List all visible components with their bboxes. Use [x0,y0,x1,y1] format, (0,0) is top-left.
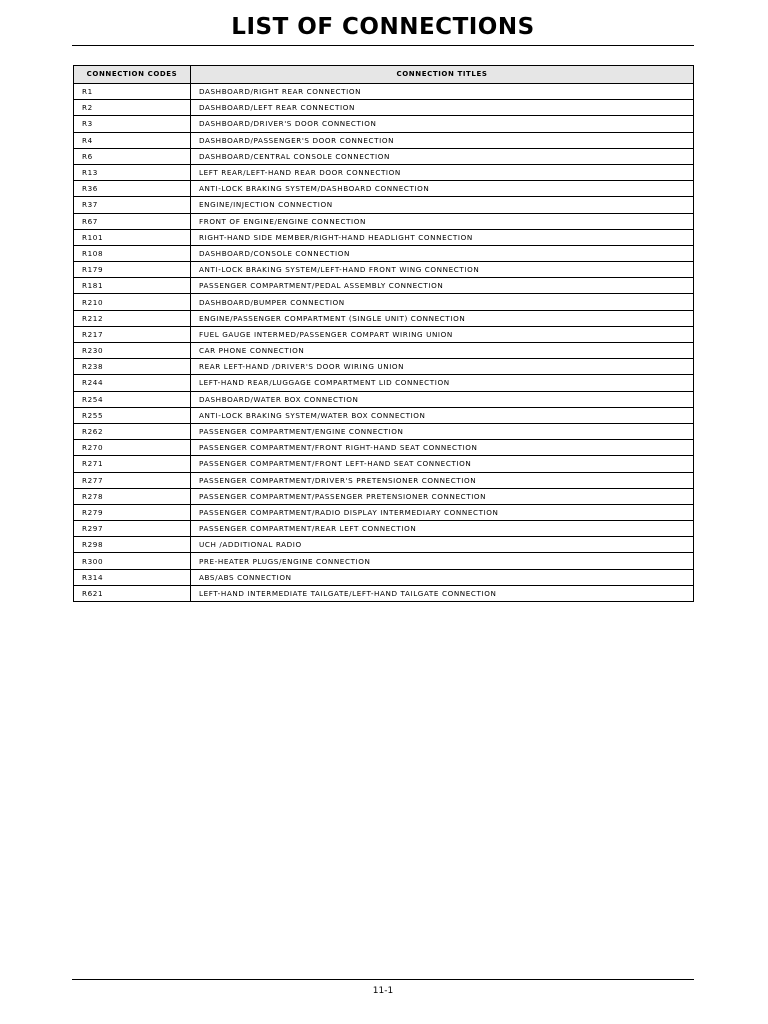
connection-code-cell: R255 [74,407,191,423]
table-row [74,407,694,423]
table-row [74,278,694,294]
connection-title-cell: PASSENGER COMPARTMENT/PASSENGER PRETENSIONER CONNECTION [191,488,694,504]
connection-title-cell: PRE-HEATER PLUGS/ENGINE CONNECTION [191,553,694,569]
table-row [74,553,694,569]
table-row [74,100,694,116]
connection-title-cell: UCH /ADDITIONAL RADIO [191,537,694,553]
connection-code-cell: R37 [74,197,191,213]
connection-title-cell: DASHBOARD/WATER BOX CONNECTION [191,391,694,407]
connection-code-cell: R3 [74,116,191,132]
table-row [74,537,694,553]
connection-code-cell: R244 [74,375,191,391]
connections-table [73,65,694,602]
connection-title-cell: PASSENGER COMPARTMENT/RADIO DISPLAY INTERMEDIARY CONNECTION [191,504,694,520]
connection-title-cell: ANTI-LOCK BRAKING SYSTEM/WATER BOX CONNECTION [191,407,694,423]
page-number: 11-1 [372,986,394,996]
table-row [74,116,694,132]
table-row [74,245,694,261]
connection-code-cell: R238 [74,359,191,375]
connection-title-cell: DASHBOARD/BUMPER CONNECTION [191,294,694,310]
connection-title-cell: DASHBOARD/PASSENGER'S DOOR CONNECTION [191,132,694,148]
table-row [74,148,694,164]
table-row [74,472,694,488]
connection-code-cell: R271 [74,456,191,472]
connection-code-cell: R1 [74,84,191,100]
column-header-connection-titles: CONNECTION TITLES [191,66,694,84]
connection-title-cell: FUEL GAUGE INTERMED/PASSENGER COMPART WIRING UNION [191,326,694,342]
connection-title-cell: REAR LEFT-HAND /DRIVER'S DOOR WIRING UNION [191,359,694,375]
connection-title-cell: PASSENGER COMPARTMENT/PEDAL ASSEMBLY CONNECTION [191,278,694,294]
connection-code-cell: R621 [74,585,191,601]
connection-title-cell: ANTI-LOCK BRAKING SYSTEM/LEFT-HAND FRONT WING CONNECTION [191,262,694,278]
connection-code-cell: R6 [74,148,191,164]
connection-code-cell: R101 [74,229,191,245]
table-row [74,84,694,100]
footer-divider [72,979,694,980]
connection-code-cell: R13 [74,164,191,180]
connection-title-cell: ENGINE/INJECTION CONNECTION [191,197,694,213]
table-row [74,197,694,213]
table-row [74,456,694,472]
table-row [74,262,694,278]
table-row [74,488,694,504]
connection-code-cell: R2 [74,100,191,116]
connection-title-cell: CAR PHONE CONNECTION [191,343,694,359]
table-row [74,391,694,407]
connection-code-cell: R300 [74,553,191,569]
connection-title-cell: DASHBOARD/LEFT REAR CONNECTION [191,100,694,116]
connection-code-cell: R210 [74,294,191,310]
connection-title-cell: PASSENGER COMPARTMENT/FRONT LEFT-HAND SEAT CONNECTION [191,456,694,472]
table-row [74,229,694,245]
table-row [74,423,694,439]
connection-title-cell: LEFT REAR/LEFT-HAND REAR DOOR CONNECTION [191,164,694,180]
connection-code-cell: R278 [74,488,191,504]
table-header-row [74,66,694,84]
connection-code-cell: R212 [74,310,191,326]
connection-title-cell: DASHBOARD/CENTRAL CONSOLE CONNECTION [191,148,694,164]
table-row [74,521,694,537]
connection-code-cell: R314 [74,569,191,585]
connection-code-cell: R277 [74,472,191,488]
connection-title-cell: PASSENGER COMPARTMENT/ENGINE CONNECTION [191,423,694,439]
connection-code-cell: R279 [74,504,191,520]
connection-title-cell: LEFT-HAND INTERMEDIATE TAILGATE/LEFT-HAND TAILGATE CONNECTION [191,585,694,601]
table-row [74,343,694,359]
connection-title-cell: FRONT OF ENGINE/ENGINE CONNECTION [191,213,694,229]
table-row [74,294,694,310]
connection-code-cell: R270 [74,440,191,456]
connection-title-cell: PASSENGER COMPARTMENT/REAR LEFT CONNECTION [191,521,694,537]
connection-title-cell: DASHBOARD/DRIVER'S DOOR CONNECTION [191,116,694,132]
connection-code-cell: R181 [74,278,191,294]
table-row [74,213,694,229]
table-row [74,164,694,180]
table-row [74,569,694,585]
table-row [74,359,694,375]
connection-title-cell: DASHBOARD/RIGHT REAR CONNECTION [191,84,694,100]
table-row [74,326,694,342]
connection-code-cell: R230 [74,343,191,359]
connection-code-cell: R254 [74,391,191,407]
table-row [74,504,694,520]
connection-code-cell: R217 [74,326,191,342]
connection-code-cell: R262 [74,423,191,439]
connection-title-cell: ANTI-LOCK BRAKING SYSTEM/DASHBOARD CONNECTION [191,181,694,197]
table-row [74,375,694,391]
table-row [74,310,694,326]
connection-title-cell: ENGINE/PASSENGER COMPARTMENT (SINGLE UNIT) CONNECTION [191,310,694,326]
connection-title-cell: DASHBOARD/CONSOLE CONNECTION [191,245,694,261]
table-body [74,84,694,602]
connection-title-cell: LEFT-HAND REAR/LUGGAGE COMPARTMENT LID CONNECTION [191,375,694,391]
page-title: LIST OF CONNECTIONS [231,14,535,40]
connection-code-cell: R179 [74,262,191,278]
connection-code-cell: R297 [74,521,191,537]
title-divider [72,45,694,46]
connection-code-cell: R298 [74,537,191,553]
table-row [74,181,694,197]
table-row [74,585,694,601]
connection-title-cell: PASSENGER COMPARTMENT/DRIVER'S PRETENSIONER CONNECTION [191,472,694,488]
connection-code-cell: R108 [74,245,191,261]
connection-code-cell: R67 [74,213,191,229]
table-row [74,132,694,148]
table-row [74,440,694,456]
connection-code-cell: R36 [74,181,191,197]
connection-title-cell: RIGHT-HAND SIDE MEMBER/RIGHT-HAND HEADLIGHT CONNECTION [191,229,694,245]
column-header-connection-codes: CONNECTION CODES [74,66,191,84]
connection-code-cell: R4 [74,132,191,148]
connection-title-cell: ABS/ABS CONNECTION [191,569,694,585]
connection-title-cell: PASSENGER COMPARTMENT/FRONT RIGHT-HAND SEAT CONNECTION [191,440,694,456]
